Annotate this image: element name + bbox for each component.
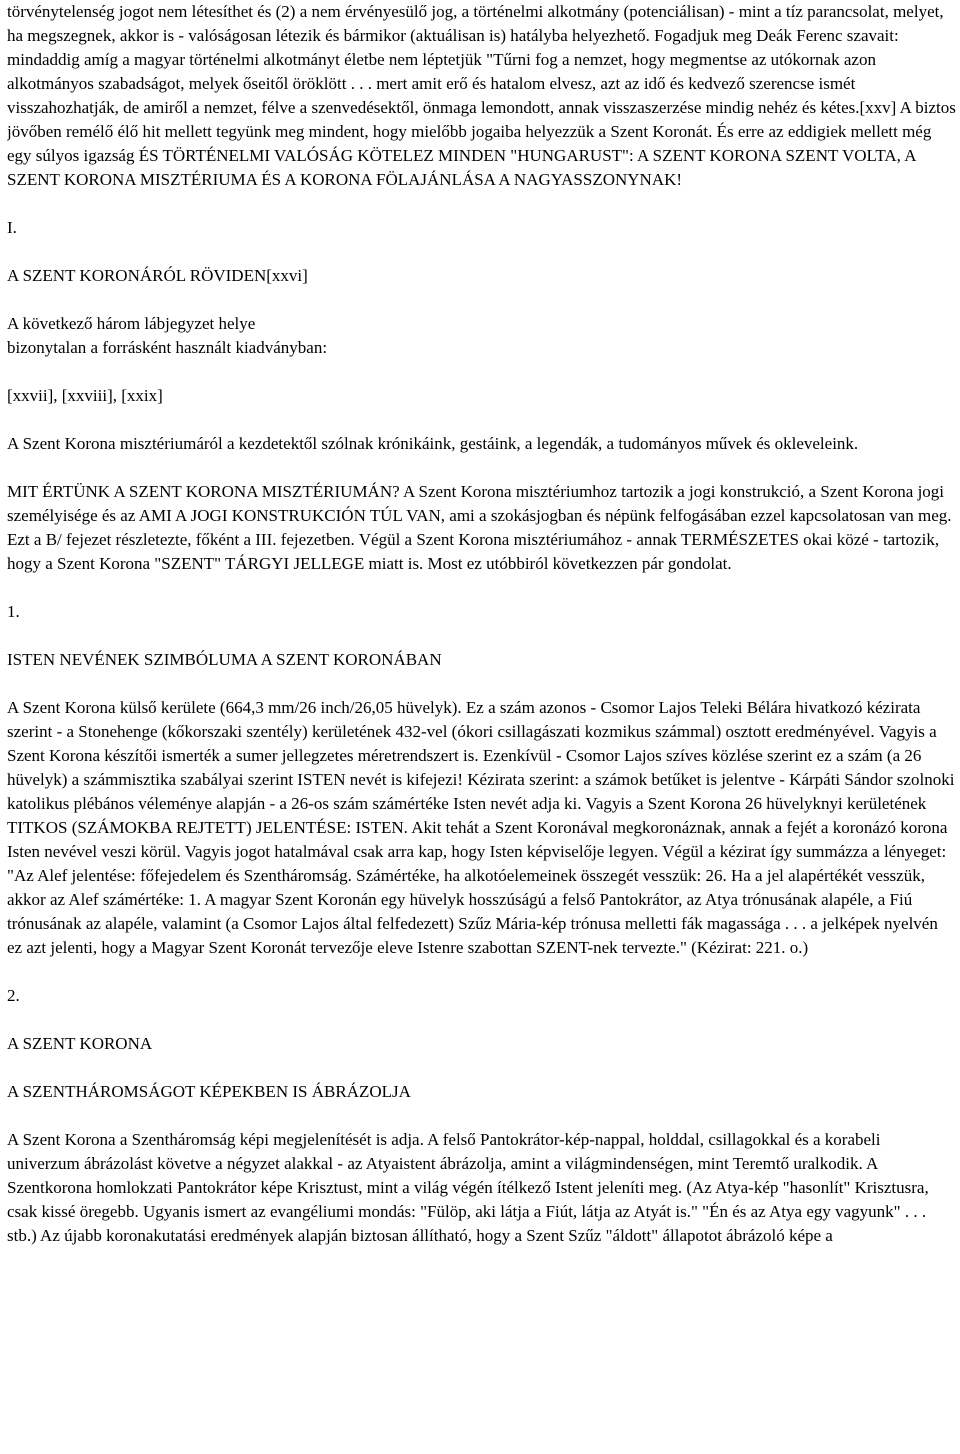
spacer	[7, 408, 957, 432]
section-I-paragraph-1: A Szent Korona misztériumáról a kezdetektől szólnak krónikáink, gestáink, a legendák, a tudományos művek és okleveleink.	[7, 434, 859, 453]
section-title-I: A SZENT KORONÁRÓL RÖVIDEN[xxvi]	[7, 266, 308, 285]
section-number-1: 1.	[7, 602, 20, 621]
spacer	[7, 624, 957, 648]
spacer	[7, 1008, 957, 1032]
note-line-1: A következő három lábjegyzet helye	[7, 314, 256, 333]
section-I-paragraph-2: MIT ÉRTÜNK A SZENT KORONA MISZTÉRIUMÁN? A Szent Korona misztériumhoz tartozik a jogi konstrukció, a Szent Korona jogi személyisége és az AMI A JOGI KONSTRUKCIÓN TÚL VAN, ami a szokásjogban és népünk felfogásában ezzel kapcsolatosan van meg. Ezt a B/ fejezet részletezte, főként a III. fejezetben. Végül a Szent Korona misztériumához - annak TERMÉSZETES okai közé - tartozik, hogy a Szent Korona "SZENT" TÁRGYI JELLEGE miatt is. Most ez utóbbiról következzen pár gondolat.	[7, 482, 952, 573]
spacer	[7, 240, 957, 264]
section-title-2-line-1: A SZENT KORONA	[7, 1034, 153, 1053]
section-1-paragraph: A Szent Korona külső kerülete (664,3 mm/26 inch/26,05 hüvelyk). Ez a szám azonos - Csomor Lajos Teleki Bélára hivatkozó kézirata szerint - a Stonehenge (kőkorszaki szentély) kerületének 432-vel (ókori csillagászati kozmikus számmal) osztott eredményével. Vagyis a Szent Korona készítői ismerték a sumer jellegzetes méretrendszert is. Ezenkívül - Csomor Lajos szíves közlése szerint ez a szám (a 26 hüvelyk) a számmisztika szabályai szerint ISTEN nevét is kifejezi! Kézirata szerint: a számok betűket is jelentve - Kárpáti Sándor szolnoki katolikus plébános véleménye alapján - a 26-os szám számértéke Isten nevét adja ki. Vagyis a Szent Korona 26 hüvelyknyi kerületének TITKOS (SZÁMOKBA REJTETT) JELENTÉSE: ISTEN. Akit tehát a Szent Koronával megkoronáznak, annak a fejét a koronázó korona Isten nevével veszi körül. Vagyis jogot hatalmával csak arra kap, hogy Isten képviselője legyen. Végül a kézirat így summázza a lényeget: "Az Alef jelentése: főfejedelem és Szentháromság. Számértéke, ha alkotóelemeinek összegét vesszük: 26. Ha a jel alapértékét vesszük, akkor az Alef számértéke: 1. A magyar Szent Koronán egy hüvelyk hosszúságú a felső Pantokrátor, az Atya trónusának alapéle, a Fiú trónusának az alapéle, valamint (a Csomor Lajos által felfedezett) Szűz Mária-kép trónusa melletti fák magassága . . . a jelképek nyelvén ez azt jelenti, hogy a Magyar Szent Koronát tervezője eleve Istenre szabottan SZENT-nek tervezte." (Kézirat: 221. o.)	[7, 698, 955, 957]
footnote-references: [xxvii], [xxviii], [xxix]	[7, 386, 163, 405]
section-title-1: ISTEN NEVÉNEK SZIMBÓLUMA A SZENT KORONÁBAN	[7, 650, 442, 669]
intro-paragraph: törvénytelenség jogot nem létesíthet és (2) a nem érvényesülő jog, a történelmi alkotmány (potenciálisan) - mint a tíz parancsolat, melyet, ha megszegnek, akkor is - valóságosan létezik és bármikor (aktuálisan is) hatályba helyezhető. Fogadjuk meg Deák Ferenc szavait: mindaddig amíg a magyar történelmi alkotmányt életbe nem léptetjük "Tűrni fog a nemzet, hogy megmentse az utókornak azon alkotmányos szabadságot, melyek őseitől öröklött . . . mert amit erő és hatalom elvesz, azt az idő és kedvező szerencse ismét visszahozhatják, de amiről a nemzet, félve a szenvedésektől, önmaga lemondott, annak visszaszerzése mindig nehéz és kétes.[xxv] A biztos jövőben remélő élő hit mellett tegyünk meg mindent, hogy mielőbb jogaiba helyezzük a Szent Koronát. És erre az eddigiek mellett még egy súlyos igazság ÉS TÖRTÉNELMI VALÓSÁG KÖTELEZ MINDEN "HUNGARUST": A SZENT KORONA SZENT VOLTA, A SZENT KORONA MISZTÉRIUMA ÉS A KORONA FÖLAJÁNLÁSA A NAGYASSZONYNAK!	[7, 2, 956, 189]
spacer	[7, 576, 957, 600]
spacer	[7, 288, 957, 312]
section-title-2-line-2: A SZENTHÁROMSÁGOT KÉPEKBEN IS ÁBRÁZOLJA	[7, 1082, 411, 1101]
section-number-I: I.	[7, 218, 17, 237]
spacer	[7, 360, 957, 384]
spacer	[7, 456, 957, 480]
spacer	[7, 1104, 957, 1128]
spacer	[7, 672, 957, 696]
spacer	[7, 1056, 957, 1080]
section-number-2: 2.	[7, 986, 20, 1005]
spacer	[7, 192, 957, 216]
note-line-2: bizonytalan a forrásként használt kiadványban:	[7, 338, 328, 357]
spacer	[7, 960, 957, 984]
document-page	[7, 0, 957, 1454]
section-2-paragraph: A Szent Korona a Szentháromság képi megjelenítését is adja. A felső Pantokrátor-kép-nappal, holddal, csillagokkal és a korabeli univerzum ábrázolást követve a négyzet alakkal - az Atyaistent ábrázolja, amint a világmindenségen, mint Teremtő uralkodik. A Szentkorona homlokzati Pantokrátor képe Krisztust, mint a világ végén ítélkező Istent jeleníti meg. (Az Atya-kép "hasonlít" Krisztusra, csak kissé öregebb. Ugyanis ismert az evangéliumi mondás: "Fülöp, aki látja a Fiút, látja az Atyát is." "Én és az Atya egy vagyunk" . . . stb.) Az újabb koronakutatási eredmények alapján biztosan állítható, hogy a Szent Szűz "áldott" állapotot ábrázoló képe a	[7, 1130, 929, 1245]
